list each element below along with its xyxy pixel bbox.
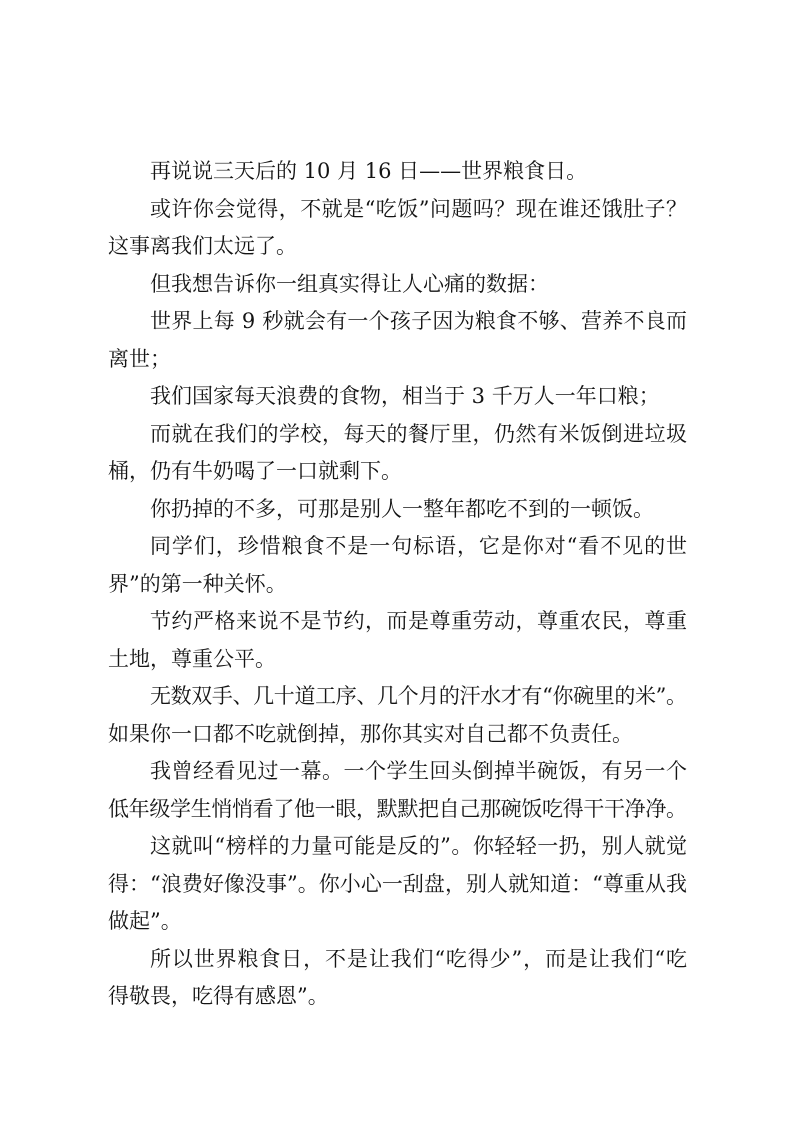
text-line	[108, 641, 687, 679]
text-line	[108, 303, 687, 341]
paragraph	[108, 491, 687, 529]
text-line	[108, 753, 687, 791]
text-line	[108, 528, 687, 566]
paragraph	[108, 153, 687, 191]
paragraph	[108, 828, 687, 941]
text-line-content: 你扔掉的不多，可那是别人一整年都吃不到的一顿饭。	[150, 496, 654, 521]
text-line-content: 而就在我们的学校，每天的餐厅里，仍然有米饭倒进垃圾	[150, 421, 688, 446]
text-line	[108, 791, 687, 829]
text-line	[108, 416, 687, 454]
text-line	[108, 978, 687, 1016]
paragraph	[108, 303, 687, 378]
text-line-content: 我曾经看见过一幕。一个学生回头倒掉半碗饭，有另一个	[150, 759, 688, 783]
text-line-content: 这就叫“榜样的力量可能是反的”。你轻轻一扔，别人就觉	[150, 834, 688, 858]
paragraph	[108, 528, 687, 603]
text-line-content: 界”的第一种关怀。	[108, 571, 287, 596]
text-line-content: 或许你会觉得，不就是“吃饭”问题吗？现在谁还饿肚子？	[150, 196, 688, 221]
text-line	[108, 903, 687, 941]
text-line-content: 再说说三天后的 10 月 16 日——世界粮食日。	[150, 159, 588, 183]
text-line	[108, 866, 687, 904]
text-line-content: 低年级学生悄悄看了他一眼，默默把自己那碗饭吃得干干净净。	[108, 796, 687, 821]
text-line-content: 世界上每 9 秒就会有一个孩子因为粮食不够、营养不良而	[150, 309, 688, 333]
text-line	[108, 716, 687, 754]
text-line	[108, 228, 687, 266]
text-line-content: 桶，仍有牛奶喝了一口就剩下。	[108, 459, 402, 483]
text-line	[108, 603, 687, 641]
paragraph	[108, 678, 687, 753]
text-line	[108, 153, 687, 191]
text-line-content: 这事离我们太远了。	[108, 234, 297, 258]
text-line-content: 同学们，珍惜粮食不是一句标语，它是你对“看不见的世	[150, 534, 688, 558]
text-line-content: 离世；	[108, 346, 171, 371]
text-line-content: 得：“浪费好像没事”。你小心一刮盘，别人就知道：“尊重从我	[108, 871, 688, 896]
text-line-content: 所以世界粮食日，不是让我们“吃得少”，而是让我们“吃	[150, 946, 688, 971]
paragraph	[108, 603, 687, 678]
paragraph	[108, 416, 687, 491]
text-line-content: 得敬畏，吃得有感恩”。	[108, 984, 329, 1008]
paragraph	[108, 266, 687, 304]
paragraph	[108, 753, 687, 828]
text-line-content: 做起”。	[108, 909, 182, 933]
text-line	[108, 491, 687, 529]
text-line	[108, 828, 687, 866]
text-line-content: 节约严格来说不是节约，而是尊重劳动，尊重农民，尊重	[150, 609, 688, 633]
paragraph	[108, 191, 687, 266]
text-line	[108, 678, 687, 716]
text-line	[108, 266, 687, 304]
text-line-content: 无数双手、几十道工序、几个月的汗水才有“你碗里的米”。	[150, 684, 687, 708]
document-body	[108, 153, 687, 1016]
text-line	[108, 566, 687, 604]
text-line	[108, 341, 687, 379]
paragraph	[108, 378, 687, 416]
text-line	[108, 941, 687, 979]
text-line	[108, 453, 687, 491]
text-line-content: 土地，尊重公平。	[108, 646, 276, 671]
text-line-content: 我们国家每天浪费的食物，相当于 3 千万人一年口粮；	[150, 384, 660, 408]
paragraph	[108, 941, 687, 1016]
text-line	[108, 191, 687, 229]
text-line	[108, 378, 687, 416]
text-line-content: 但我想告诉你一组真实得让人心痛的数据：	[150, 271, 549, 296]
text-line-content: 如果你一口都不吃就倒掉，那你其实对自己都不负责任。	[108, 721, 633, 746]
